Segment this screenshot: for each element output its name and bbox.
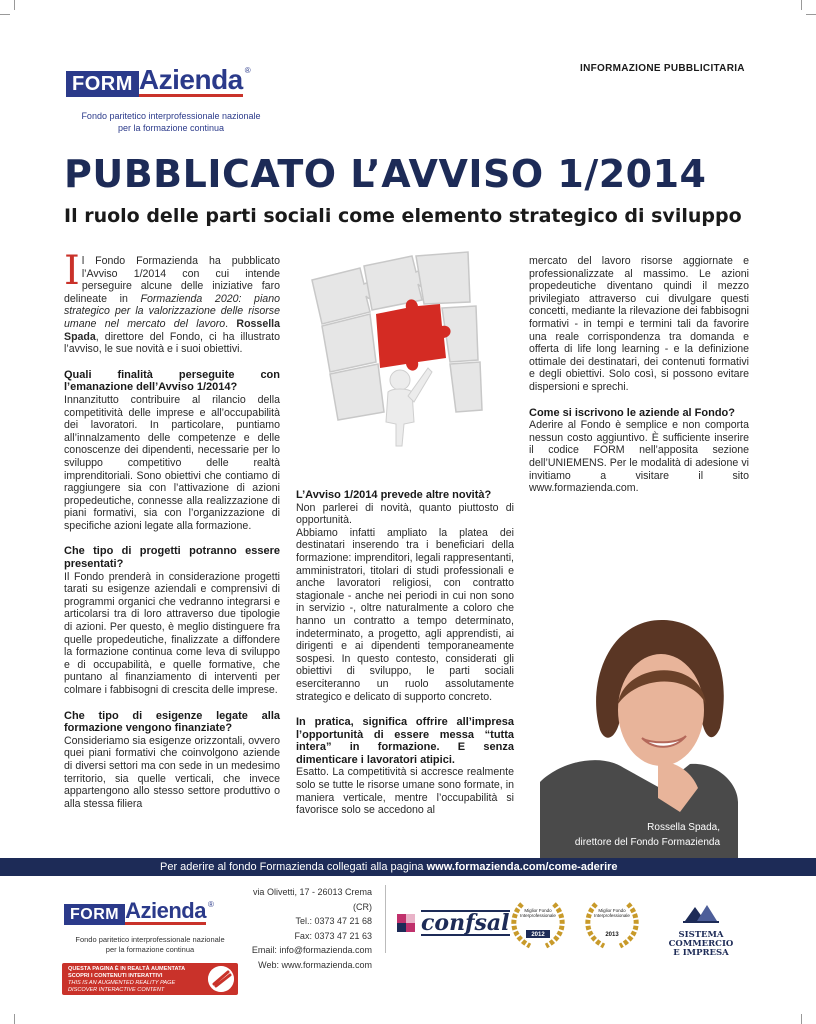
award-year: 2012 <box>531 932 545 938</box>
award-year: 2013 <box>605 932 619 938</box>
crop-mark <box>14 1014 15 1024</box>
confsal-wordmark: confsal <box>421 910 510 936</box>
answer-paragraph: Innanzitutto contribuire al rilancio della competitività delle imprese e all’occupabilità dei lavoratori. In particolare, puntiamo all’innalzamento delle competenze e delle conoscenze dei dipendenti, necessarie per lo sviluppo competitivo delle realtà imprenditoriali. Sono obiettivi che contiamo di raggiungere sia con l’attivazione di azioni propedeutiche, connesse alla realizzazione di piani formativi, sia con l’organizzazione di specifiche azioni legate alla formazione. <box>64 393 280 532</box>
subheadline: Il ruolo delle parti sociali come elemento strategico di sviluppo <box>64 205 742 227</box>
answer-paragraph: mercato del lavoro risorse aggiornate e professionalizzate al massimo. Le azioni propedeutiche diventano quindi il mezzo privilegiato attraverso cui divulgare questi concetti, mediante la rilevazione dei fabbisogni formativi - in tempi e termini tali da favorire una reale corrispondenza tra domanda e offerta di life long learning - e la definizione ottimale dei destinatari, dei contenuti formativi e degli obiettivi. Solo così, si possono evitare dispersioni e sprechi. <box>529 255 749 393</box>
confsal-mark-icon <box>397 914 415 932</box>
logo-subtitle-line: per la formazione continua <box>105 945 195 954</box>
headline: PUBBLICATO L’AVVISO 1/2014 <box>64 152 707 196</box>
question-heading: Che tipo di progetti potranno essere presentati? <box>64 545 280 571</box>
answer-paragraph: Consideriamo sia esigenze orizzontali, ovvero quei piani formativi che coinvolgono aziende di diversi settori ma con sede in un medesimo territorio, sia quelle verticali, che invece appartengono allo stesso settore produttivo o alla stessa filiera <box>64 734 280 810</box>
question-heading: L’Avviso 1/2014 prevede altre novità? <box>296 489 492 501</box>
intro-text: . <box>225 317 237 330</box>
award-line: Miglior Fondo <box>524 908 552 913</box>
award-line: Miglior Fondo <box>598 908 626 913</box>
ar-text: QUESTA PAGINA È IN REALTÀ AUMENTATA <box>68 966 186 972</box>
confsal-logo <box>397 910 510 936</box>
ar-text: THIS IS AN AUGMENTED REALITY PAGE <box>68 980 176 986</box>
intro-text: , direttore del Fondo, ci ha illustrato l’avviso, le sue novità e i suoi obiettivi. <box>64 330 280 356</box>
crop-mark <box>806 14 816 15</box>
logo-reg: ® <box>207 900 214 909</box>
red-puzzle-piece <box>376 299 451 370</box>
augmented-reality-icon <box>208 966 234 992</box>
figure-icon <box>386 368 432 446</box>
intro-emphasis: Formazienda 2020: piano strategico per la valorizzazione delle risorse umane nel mercato del lavoro <box>64 292 280 330</box>
ar-text: DISCOVER INTERACTIVE CONTENT <box>68 987 165 993</box>
banner-link[interactable]: www.formazienda.com/come-aderire <box>426 861 618 873</box>
phone: Tel.: 0373 47 21 68 <box>295 916 372 927</box>
logo-subtitle-line: Fondo paritetico interprofessionale nazionale <box>75 935 225 944</box>
award-text <box>592 908 632 918</box>
photo-caption <box>540 820 738 850</box>
award-badge-2013 <box>582 896 642 952</box>
laurel-icon <box>508 896 568 952</box>
award-line: Interprofessionale <box>520 913 556 918</box>
intro-text: Il Fondo Formazienda ha pubblicato l’Avviso 1/2014 con cui intende perseguire alcune delle iniziative faro delineate in <box>64 248 280 305</box>
logo-subtitle-line: per la formazione continua <box>117 123 225 133</box>
email-link[interactable]: Email: info@formazienda.com <box>251 945 372 956</box>
laurel-icon <box>582 896 642 952</box>
crop-mark <box>14 0 15 10</box>
logo-form: FORM <box>66 71 139 97</box>
banner-text: Per aderire al fondo Formazienda collegati alla pagina <box>160 861 427 873</box>
logo-form: FORM <box>64 904 125 925</box>
ar-text: SCOPRI I CONTENUTI INTERATTIVI <box>68 973 163 979</box>
article-column-1 <box>64 248 280 823</box>
logo-azienda: Azienda <box>125 898 206 923</box>
address: via Olivetti, 17 - 26013 Crema (CR) <box>252 887 372 912</box>
logo-azienda: Azienda <box>138 64 243 95</box>
answer-paragraph: Non parlerei di novità, quanto piuttosto di opportunità. <box>296 501 514 527</box>
sistema-line: E IMPRESA <box>673 948 729 958</box>
question-heading: Come si iscrivono le aziende al Fondo? <box>529 406 735 419</box>
sistema-line: SISTEMA COMMERCIO <box>668 930 734 949</box>
award-text <box>518 908 558 918</box>
logo-subtitle-line: Fondo paritetico interprofessionale nazionale <box>81 111 261 121</box>
article-column-3 <box>529 255 749 508</box>
sistema-commercio-logo <box>655 903 747 958</box>
puzzle-illustration <box>300 250 500 450</box>
logo-subtitle <box>64 110 278 134</box>
footer-logo-subtitle <box>60 935 240 955</box>
crop-mark <box>801 1014 802 1024</box>
contact-block <box>232 885 372 973</box>
answer-paragraph: Esatto. La competitività si accresce realmente solo se tutte le risorse umane sono formate, in maniera verticale, mentre l’occupabilità si favorisce solo se accedono al <box>296 766 514 817</box>
crop-mark <box>0 14 10 15</box>
question-heading: In pratica, significa offrire all’impresa l’opportunità di essere messa “tutta intera” in formazione. E senza dimenticare i lavoratori atipici. <box>296 716 514 766</box>
answer-paragraph: Il Fondo prenderà in considerazione progetti tarati su esigenze aziendali e comprensivi di programmi organici che vedranno integrarsi e articolarsi tra di loro attraverso due tipologie di azioni. Per questo, è meglio distinguere fra quelle propedeutiche, finalizzate a diffondere la formazione continua come leva di sviluppo e di occupabilità, e quelle formative, che puntano al finanziamento di interventi per colmare i fabbisogni di crescita delle imprese. <box>64 570 280 696</box>
answer-paragraph: Aderire al Fondo è semplice e non comporta nessun costo aggiuntivo. È sufficiente inserire il codice FORM nell’apposita sezione dell’UNIEMENS. Per le modalità di adesione vi invitiamo a visitare il sito www.formazienda.com. <box>529 419 749 495</box>
question-heading: Che tipo di esigenze legate alla formazione vengono finanziate? <box>64 709 280 735</box>
intro-paragraph <box>64 248 280 356</box>
kicker: INFORMAZIONE PUBBLICITARIA <box>580 63 745 74</box>
question-heading: Quali finalità perseguite con l’emanazione dell’Avviso 1/2014? <box>64 368 280 394</box>
augmented-reality-badge[interactable] <box>62 963 238 995</box>
crop-mark <box>801 0 802 10</box>
caption-name: Rossella Spada, <box>647 822 720 833</box>
caption-role: direttore del Fondo Formazienda <box>574 837 720 848</box>
cta-banner <box>0 858 816 876</box>
intro-name: Rossella Spada <box>64 317 280 343</box>
website-link[interactable]: Web: www.formazienda.com <box>258 959 372 970</box>
award-line: Interprofessionale <box>594 913 630 918</box>
article-column-2 <box>296 485 514 830</box>
fax: Fax: 0373 47 21 63 <box>294 930 372 941</box>
award-badge-2012 <box>508 896 568 952</box>
logo-reg: ® <box>244 66 251 75</box>
footer-divider <box>385 885 386 953</box>
footer-formazienda-logo <box>64 900 214 925</box>
answer-paragraph: Abbiamo infatti ampliato la platea dei destinatari inserendo tra i beneficiari della formazione: imprenditori, legali rappresentanti, amministratori, titolari di studi professionali e anche lavoratori religiosi, con contratto stagionale - anche nei periodi in cui non sono in servizio -, oltre naturalmente a coloro che hanno un contratto a tempo determinato, indeterminato, a progetto, agli apprendisti, ai dirigenti e ai dipendenti temporaneamente sospesi. In questo contesto, considerati gli obiettivi di sviluppo, le parti sociali eserciteranno un ruolo assolutamente strategico e delicato di supporto concreto. <box>296 526 514 703</box>
formazienda-logo <box>66 66 251 97</box>
building-icon <box>681 903 721 923</box>
